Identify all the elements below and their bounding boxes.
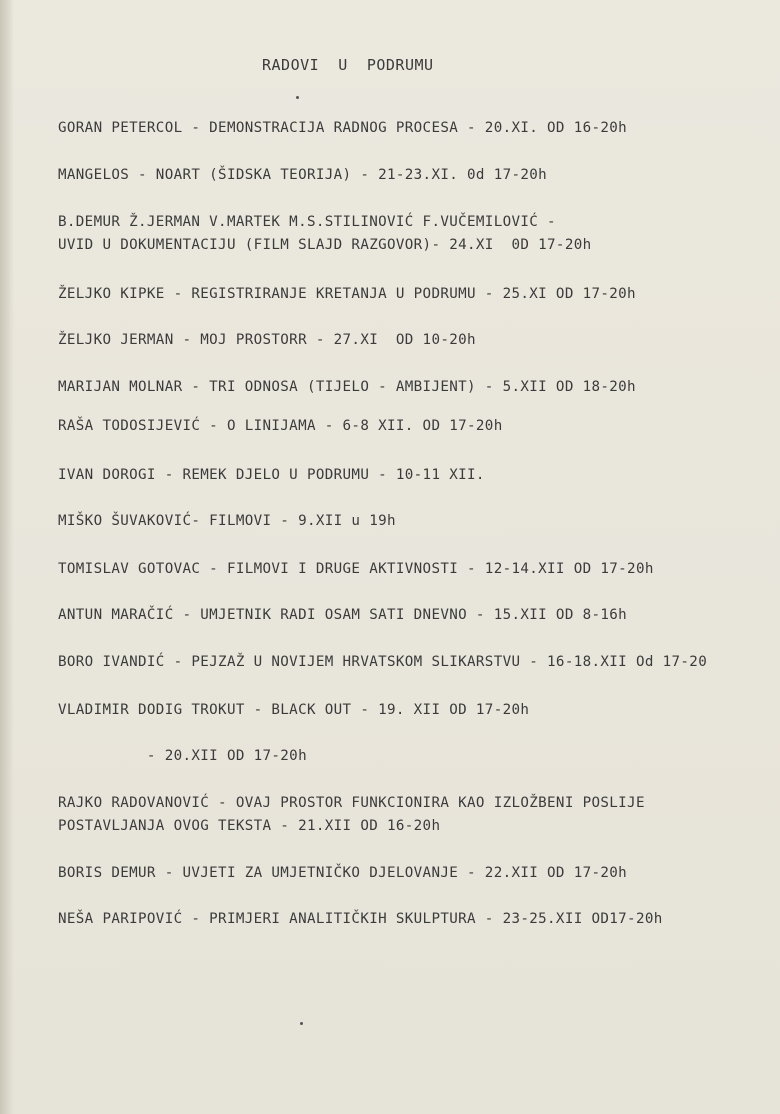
- entry-todosijevic: RAŠA TODOSIJEVIĆ - O LINIJAMA - 6-8 XII. OD 17-20h: [58, 418, 503, 434]
- entry-group-line-2: UVID U DOKUMENTACIJU (FILM SLAJD RAZGOVOR)- 24.XI 0D 17-20h: [58, 237, 592, 253]
- entry-gotovac: TOMISLAV GOTOVAC - FILMOVI I DRUGE AKTIVNOSTI - 12-14.XII OD 17-20h: [58, 561, 654, 577]
- ink-speck: [296, 96, 299, 99]
- entry-dodig-continuation: - 20.XII OD 17-20h: [58, 748, 307, 764]
- entry-maracic: ANTUN MARAČIĆ - UMJETNIK RADI OSAM SATI DNEVNO - 15.XII OD 8-16h: [58, 607, 628, 623]
- entry-group-line-1: B.DEMUR Ž.JERMAN V.MARTEK M.S.STILINOVIĆ F.VUČEMILOVIĆ -: [58, 214, 556, 230]
- entry-dodig: VLADIMIR DODIG TROKUT - BLACK OUT - 19. XII OD 17-20h: [58, 702, 530, 718]
- entry-jerman: ŽELJKO JERMAN - MOJ PROSTORR - 27.XI OD 10-20h: [58, 332, 476, 348]
- entry-kipke: ŽELJKO KIPKE - REGISTRIRANJE KRETANJA U PODRUMU - 25.XI OD 17-20h: [58, 286, 636, 302]
- binding-edge: [0, 0, 14, 1114]
- entry-ivandic: BORO IVANDIĆ - PEJZAŽ U NOVIJEM HRVATSKOM SLIKARSTVU - 16-18.XII Od 17-20: [58, 654, 708, 670]
- page-title: RADOVI U PODRUMU: [262, 56, 434, 74]
- entry-demur: BORIS DEMUR - UVJETI ZA UMJETNIČKO DJELOVANJE - 22.XII OD 17-20h: [58, 865, 628, 881]
- entry-suvakovic: MIŠKO ŠUVAKOVIĆ- FILMOVI - 9.XII u 19h: [58, 513, 396, 529]
- entry-petercol: GORAN PETERCOL - DEMONSTRACIJA RADNOG PROCESA - 20.XI. OD 16-20h: [58, 120, 628, 136]
- entry-paripovic: NEŠA PARIPOVIĆ - PRIMJERI ANALITIČKIH SKULPTURA - 23-25.XII OD17-20h: [58, 911, 663, 927]
- ink-speck: [300, 1022, 303, 1025]
- entry-molnar: MARIJAN MOLNAR - TRI ODNOSA (TIJELO - AMBIJENT) - 5.XII OD 18-20h: [58, 379, 636, 395]
- entry-radovanovic-line-2: POSTAVLJANJA OVOG TEKSTA - 21.XII OD 16-20h: [58, 818, 441, 834]
- entry-dorogi: IVAN DOROGI - REMEK DJELO U PODRUMU - 10-11 XII.: [58, 467, 485, 483]
- entry-radovanovic-line-1: RAJKO RADOVANOVIĆ - OVAJ PROSTOR FUNKCIONIRA KAO IZLOŽBENI POSLIJE: [58, 795, 645, 811]
- entry-mangelos: MANGELOS - NOART (ŠIDSKA TEORIJA) - 21-23.XI. 0d 17-20h: [58, 167, 548, 183]
